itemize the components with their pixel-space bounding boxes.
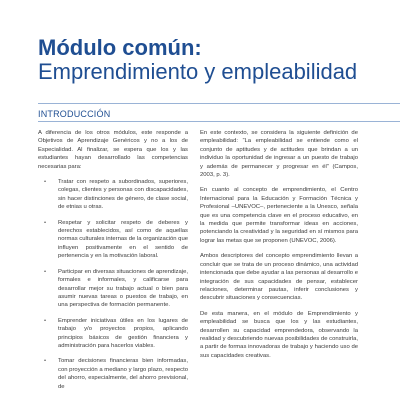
left-column <box>38 129 188 398</box>
modulo-paragraph: De esta manera, en el módulo de Emprendimiento y empleabilidad se busca que los y las estudiantes, desarrollen su capacidad emprendedora, observando la realidad y descubriendo nuevas posibilidades de construirla, a partir de formas innovadoras de trabajo y haciendo uso de sus capacidades creativas. <box>200 310 358 359</box>
list-item: • Respetar y solicitar respeto de deberes y derechos establecidos, así como de aquellas normas culturales internas de la organización que influyen positivamente en el sentido de pertenencia y en la motivación laboral. <box>44 219 188 260</box>
bullet-icon: • <box>44 268 47 275</box>
bullet-icon: • <box>44 179 47 186</box>
section-heading: INTRODUCCIÓN <box>38 109 111 119</box>
list-item: • Emprender iniciativas útiles en los lugares de trabajo y/o proyectos propios, aplicando principios básicos de gestión financiera y administración para hacerlos viables. <box>44 317 188 349</box>
competencies-list <box>38 178 188 391</box>
list-item: • Tratar con respeto a subordinados, superiores, colegas, clientes y personas con discapacidades, sin hacer distinciones de género, de clase social, de etnias u otras. <box>44 179 188 211</box>
list-item: • Participar en diversas situaciones de aprendizaje, formales e informales, y calificarse para desarrollar mejor su trabajo actual o bien para asumir nuevas tareas o puestos de trabajo, en una perspectiva de formación permanente. <box>44 268 188 309</box>
section-rule-bottom <box>38 121 400 122</box>
bullet-icon: • <box>44 317 47 324</box>
intro-paragraph: A diferencia de los otros módulos, este responde a Objetivos de Aprendizaje Genéricos y no a los de Especialidad. Al finalizar, se espera que los y las estudiantes hayan desarrollado las competencias necesarias para: <box>38 130 188 170</box>
bullet-icon: • <box>44 358 47 365</box>
bullet-icon: • <box>44 219 47 226</box>
title-line-2: Emprendimiento y empleabilidad <box>38 59 358 84</box>
definition-quote: “La empleabilidad se entiende como el conjunto de aptitudes y de actitudes que brindan a un individuo la oportunidad de ingresar a un puesto de trabajo y además de permanecer y progresar en él” (Campos, 2003, p. 3). <box>200 138 358 179</box>
emprendimiento-paragraph: En cuanto al concepto de emprendimiento, el Centro Internacional para la Educación y Formación Técnica y Profesional –UNEVOC–, perteneciente a la Unesco, señala que es una competencia clave en el proceso educativo, en la medida que permite transformar ideas en acciones, potenciando la creatividad y la seguridad en sí mismos para lograr las metas que se proponen (UNEVOC, 2006). <box>200 187 358 244</box>
section-rule-top <box>38 103 400 104</box>
definition-paragraph: En este contexto, se considera la siguiente definición de empleabilidad: “La empleabilidad se entiende como el conjunto de aptitudes y de actitudes que brindan a un individuo la oportunidad de ingresar a un puesto de trabajo y además de permanecer y progresar en él” (Campos, 2003, p. 3). <box>200 130 358 179</box>
descriptores-paragraph: Ambos descriptores del concepto emprendimiento llevan a concluir que se trata de un proceso dinámico, una actividad intencionada que debe ayudar a las personas al desarrollo e integración de sus capacidades de pensar, establecer relaciones, determinar pautas, inferir conclusiones y descubrir situaciones y consecuencias. <box>200 253 358 302</box>
right-column <box>200 129 358 367</box>
title-line-1: Módulo común: <box>38 35 202 60</box>
list-item: • Tomar decisiones financieras bien informadas, con proyección a mediano y largo plazo, respecto del ahorro, especialmente, del ahorro previsional, de <box>44 358 188 390</box>
